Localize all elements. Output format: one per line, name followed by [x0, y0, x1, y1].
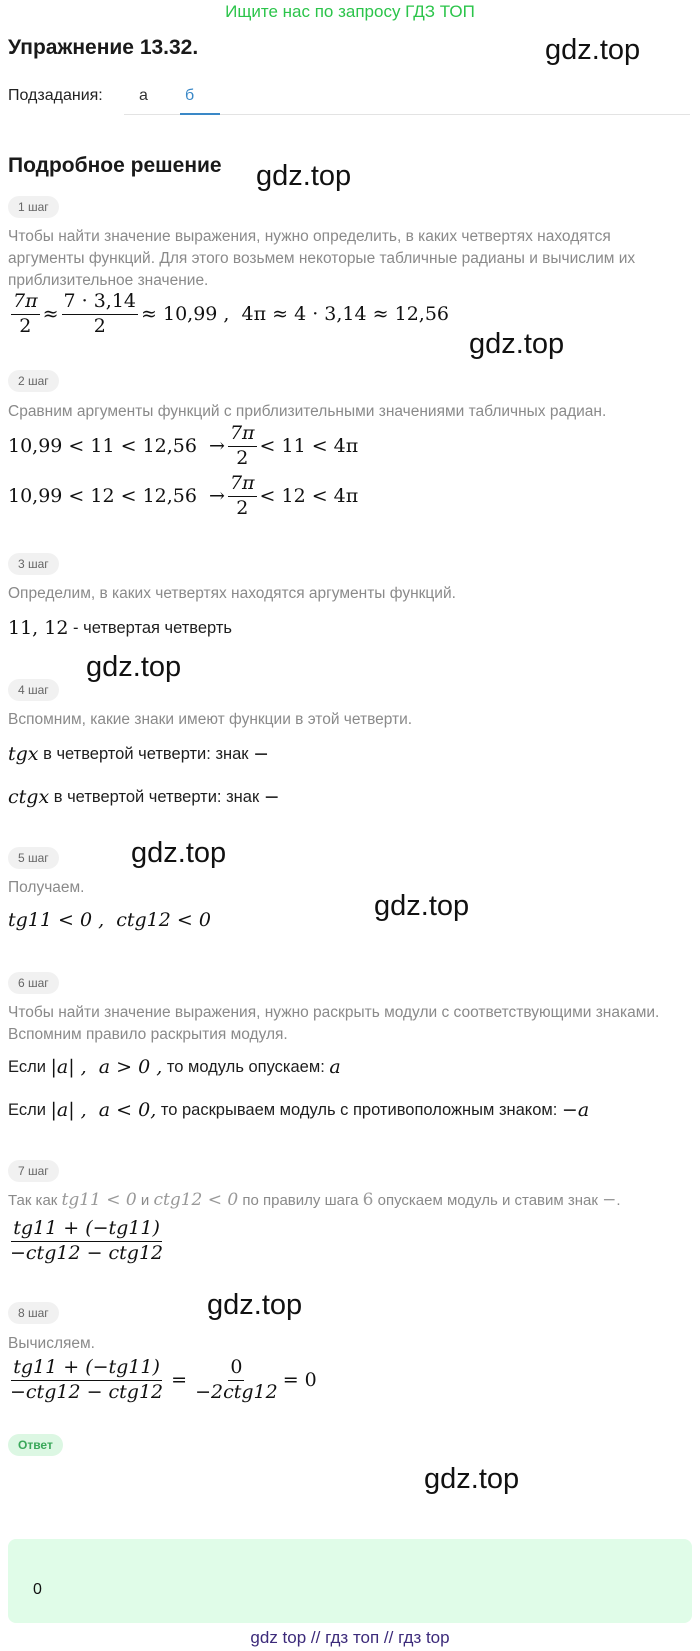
step-7-text-part: .: [616, 1191, 621, 1209]
step-3-text: Определим, в каких четвертях находятся аргументы функций.: [8, 585, 456, 602]
rule-text: Если: [8, 1100, 51, 1119]
frac-denominator: −2ctg12: [195, 1380, 278, 1403]
math-expression: ctg12 < 0: [153, 1190, 239, 1210]
line-text: в четвертой четверти: знак: [38, 744, 254, 763]
frac-denominator: −ctg12 − ctg12: [10, 1380, 164, 1403]
step-badge-6: 6 шаг: [8, 972, 59, 994]
approx-sign: ≈: [42, 303, 59, 326]
step-badge-1: 1 шаг: [8, 196, 59, 218]
math-expression: < 11 < 4π: [259, 435, 359, 458]
watermark: gdz.top: [374, 890, 470, 922]
solution-title: Подробное решение: [8, 154, 222, 177]
rule-text: то раскрываем модуль с противоположным знаком:: [156, 1100, 562, 1119]
step-badge-2: 2 шаг: [8, 370, 59, 392]
frac-numerator: tg11 + (−tg11): [11, 1357, 162, 1381]
step-badge-5: 5 шаг: [8, 847, 59, 869]
frac-numerator: 7π: [228, 473, 257, 497]
math-expression: tg11 < 0: [61, 1190, 137, 1210]
frac-numerator: 7π: [11, 291, 40, 315]
math-expression: |a| , a > 0 ,: [50, 1056, 163, 1078]
answer-value: 0: [33, 1581, 42, 1598]
step-4-line-1: [8, 743, 269, 765]
active-tab-indicator: [180, 113, 220, 115]
promo-banner: Ищите нас по запросу ГДЗ ТОП: [225, 2, 475, 21]
step-2-line-2: [8, 473, 358, 520]
frac-denominator: 2: [236, 496, 249, 519]
step-3-result: [8, 617, 232, 639]
step-4-text: Вспомним, какие знаки имеют функции в этой четверти.: [8, 711, 413, 728]
step-7-text-part: и: [136, 1191, 154, 1209]
step-7-math: [8, 1218, 168, 1265]
step-badge-7: 7 шаг: [8, 1160, 59, 1182]
math-expression: a: [329, 1056, 341, 1078]
math-expression: ctgx: [8, 786, 50, 808]
subtasks-label: Подзадания:: [8, 87, 103, 104]
step-7-text: [8, 1190, 621, 1210]
math-expression: = 0: [282, 1369, 317, 1392]
frac-denominator: −ctg12 − ctg12: [10, 1241, 164, 1264]
watermark: gdz.top: [131, 837, 227, 869]
step-7-text-part: по правилу шага: [238, 1191, 363, 1209]
step-5-math: [8, 909, 211, 931]
line-text: в четвертой четверти: знак: [49, 787, 264, 806]
tab-subtask-a[interactable]: а: [139, 87, 148, 104]
watermark: gdz.top: [256, 160, 352, 192]
step-badge-3: 3 шаг: [8, 553, 59, 575]
math-expression: tg11 < 0 , ctg12 < 0: [8, 909, 211, 931]
math-expression: −: [602, 1190, 617, 1210]
step-1-text: Чтобы найти значение выражения, нужно определить, в каких четвертях находятся аргументы функций. Для этого возьмем некоторые табличные радианы и вычислим их приблизительное значение.: [8, 228, 636, 289]
math-expression: 10,99 < 11 < 12,56 →: [8, 435, 225, 458]
math-expression: −a: [561, 1099, 590, 1121]
footer-links[interactable]: gdz top // гдз топ // гдз top: [250, 1628, 450, 1647]
step-7-text-part: Так как: [8, 1191, 62, 1209]
page-title: Упражнение 13.32.: [8, 36, 199, 59]
frac-denominator: 2: [93, 314, 106, 337]
minus-sign: −: [263, 786, 280, 808]
equals-sign: =: [171, 1369, 188, 1392]
frac-numerator: 7 · 3,14: [62, 291, 139, 315]
watermark: gdz.top: [86, 651, 182, 683]
step-badge-4: 4 шаг: [8, 679, 59, 701]
step-6-text: Чтобы найти значение выражения, нужно раскрыть модули с соответствующими знаками. Вспомним правило раскрытия модуля.: [8, 1004, 660, 1043]
step-badge-8: 8 шаг: [8, 1302, 59, 1324]
rule-text: Если: [8, 1057, 51, 1076]
frac-numerator: 7π: [228, 423, 257, 447]
math-expression: tgx: [8, 743, 39, 765]
math-expression: ≈ 10,99 , 4π ≈ 4 · 3,14 ≈ 12,56: [141, 303, 450, 326]
step-5-text: Получаем.: [8, 879, 85, 896]
answer-badge: Ответ: [8, 1434, 63, 1456]
step-7-text-part: опускаем модуль и ставим знак: [373, 1191, 603, 1209]
math-expression: 10,99 < 12 < 12,56 →: [8, 485, 225, 508]
watermark: gdz.top: [545, 34, 641, 66]
step-2-text: Сравним аргументы функций с приблизительными значениями табличных радиан.: [8, 403, 607, 420]
watermark: gdz.top: [207, 1289, 303, 1321]
answer-box: [8, 1539, 692, 1623]
step-1-math: [8, 291, 449, 338]
math-expression: |a| , a < 0,: [50, 1099, 157, 1121]
frac-denominator: 2: [236, 446, 249, 469]
step-6-rule-2: [8, 1099, 589, 1121]
math-expression: 6: [362, 1190, 374, 1210]
watermark: gdz.top: [424, 1463, 520, 1495]
frac-numerator: 0: [228, 1357, 244, 1381]
rule-text: то модуль опускаем:: [162, 1057, 330, 1076]
step-6-rule-1: [8, 1056, 341, 1078]
watermark: gdz.top: [469, 328, 565, 360]
step-2-line-1: [8, 423, 358, 470]
tab-subtask-b[interactable]: б: [185, 87, 195, 104]
step-8-math: [8, 1357, 317, 1404]
math-expression: < 12 < 4π: [259, 485, 359, 508]
frac-numerator: tg11 + (−tg11): [11, 1218, 162, 1242]
step-4-line-2: [8, 786, 280, 808]
minus-sign: −: [253, 743, 270, 765]
step-8-text: Вычисляем.: [8, 1335, 95, 1352]
frac-denominator: 2: [19, 314, 32, 337]
math-expression: 11, 12: [8, 617, 69, 639]
result-text: - четвертая четверть: [68, 618, 233, 637]
